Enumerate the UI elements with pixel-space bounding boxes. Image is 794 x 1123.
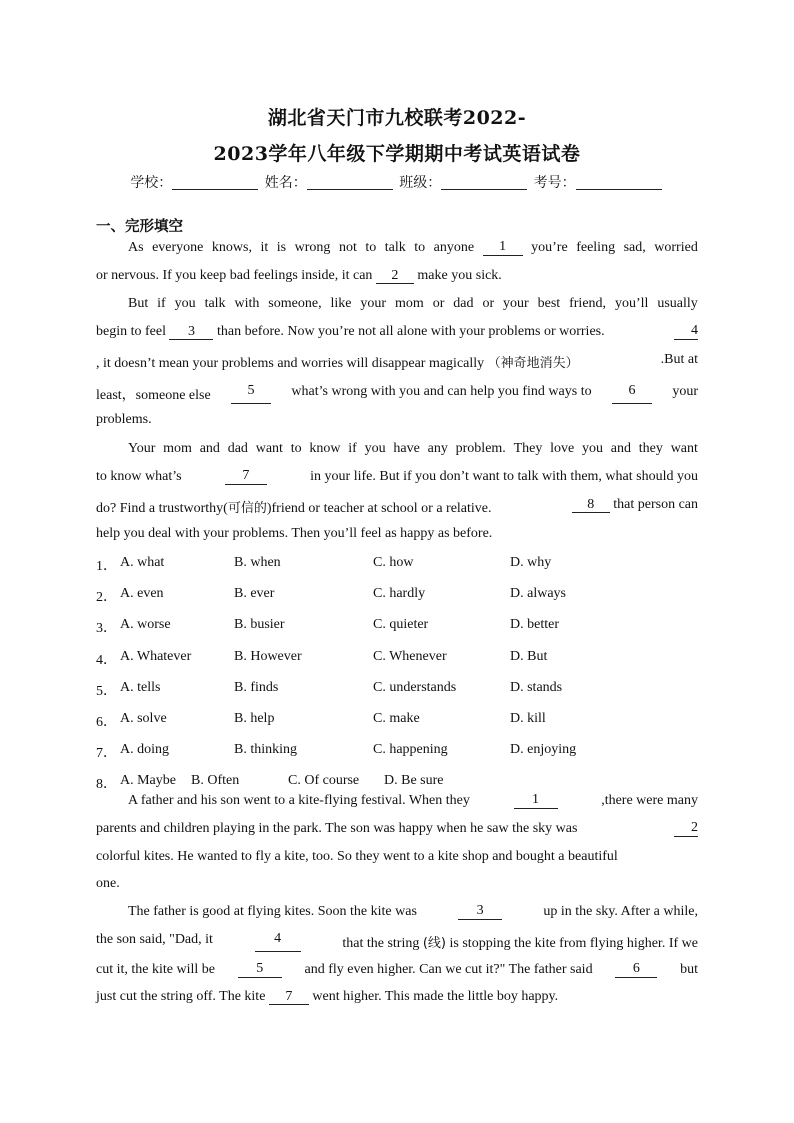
option-b[interactable]: B. However [234, 649, 302, 664]
option-d[interactable]: D. Be sure [384, 773, 444, 788]
option-d[interactable]: D. enjoying [510, 742, 577, 757]
word: or [482, 296, 495, 311]
word: is [276, 240, 287, 255]
word: anyone [433, 240, 475, 255]
section-heading: 一、完形填空 [96, 219, 183, 235]
question-number: 7． [96, 746, 117, 761]
text: up in the sky. After a while, [543, 904, 698, 919]
option-a[interactable]: A. even [120, 586, 164, 601]
option-a[interactable]: A. doing [120, 742, 169, 757]
option-c[interactable]: C. how [373, 555, 414, 570]
word: your [503, 296, 529, 311]
text: what’s wrong with you and can help you find ways to [291, 384, 592, 399]
text: your [672, 384, 698, 399]
word: not [338, 240, 357, 255]
passage1-line-1 [128, 240, 698, 256]
passage1-line-2 [96, 268, 698, 284]
school-field[interactable] [172, 175, 258, 190]
word: you’ll [614, 296, 649, 311]
option-c[interactable]: C. Of course [288, 773, 360, 788]
word: sad, [623, 240, 646, 255]
word: talk [384, 240, 406, 255]
word: dad [227, 441, 248, 456]
word: to [365, 240, 377, 255]
word: have [393, 441, 420, 456]
option-a[interactable]: A. Maybe [120, 773, 176, 788]
question-number: 5． [96, 684, 117, 699]
word: As [128, 240, 144, 255]
name-label: 姓名： [264, 175, 307, 191]
word: best [537, 296, 561, 311]
cjk-note: （神奇地消失） [487, 356, 579, 371]
blank-6[interactable]: 6 [612, 384, 652, 404]
word: like [330, 296, 352, 311]
text: ,there were many [601, 793, 698, 808]
text: than before. Now you’re not all alone with your problems or worries. [216, 324, 605, 339]
word: if [348, 441, 357, 456]
passage2-line-3: colorful kites. He wanted to fly a kite, too. So they went to a kite shop and bought a beautiful [96, 849, 618, 864]
option-d[interactable]: D. always [510, 586, 566, 601]
question-number: 3． [96, 621, 117, 636]
option-b[interactable]: B. Often [191, 773, 240, 788]
word: But [128, 296, 149, 311]
question-number: 2． [96, 590, 117, 605]
class-field[interactable] [441, 175, 527, 190]
option-b[interactable]: B. busier [234, 617, 285, 632]
word: usually [657, 296, 698, 311]
blank-5[interactable]: 5 [231, 384, 271, 404]
word: talk [204, 296, 226, 311]
word: mom [163, 441, 192, 456]
exam-title-line-1: 湖北省天门市九校联考2022- [267, 107, 527, 129]
word: problem. [455, 441, 506, 456]
option-b[interactable]: B. help [234, 711, 275, 726]
word: if [157, 296, 166, 311]
option-c[interactable]: C. make [373, 711, 420, 726]
blank-8[interactable]: 8 [572, 498, 610, 513]
text: .But at [660, 352, 698, 367]
text: and fly even higher. Can we cut it?" The father said [304, 962, 593, 977]
passage1-line-3 [128, 296, 698, 312]
blank-4[interactable]: 4 [674, 324, 698, 340]
name-field[interactable] [307, 175, 393, 190]
word: they [638, 441, 663, 456]
exam-title-line-2: 2023学年八年级下学期期中考试英语试卷 [213, 143, 581, 165]
text: least，someone else [96, 388, 211, 403]
word: mom [395, 296, 424, 311]
text: make you sick. [417, 268, 502, 283]
passage2-line-6 [96, 932, 698, 952]
text: went higher. This made the little boy happy. [312, 989, 559, 1004]
word: you’re [531, 240, 568, 255]
word: you [582, 441, 604, 456]
text: the son said, "Dad, it [96, 932, 213, 947]
passage1-line-7: problems. [96, 412, 152, 427]
text: parents and children playing in the park. The son was happy when he saw the sky was [96, 821, 578, 836]
text: that person can [613, 497, 698, 512]
text: that the string [342, 936, 420, 951]
passage1-line-9 [96, 469, 698, 485]
word: dad [453, 296, 474, 311]
text: to know what’s [96, 469, 182, 484]
school-label: 学校： [130, 175, 173, 191]
blank-1[interactable]: 1 [483, 240, 523, 256]
class-label: 班级： [399, 175, 442, 191]
option-c[interactable]: C. hardly [373, 586, 426, 601]
word: want [670, 441, 698, 456]
option-c[interactable]: C. happening [373, 742, 448, 757]
passage1-line-10 [96, 497, 698, 517]
option-d[interactable]: D. why [510, 555, 552, 570]
text: A father and his son went to a kite-flying festival. When they [128, 793, 470, 808]
word: friend, [569, 296, 607, 311]
word: any [427, 441, 448, 456]
option-c[interactable]: C. Whenever [373, 649, 447, 664]
passage1-line-8 [128, 441, 698, 457]
blank-7[interactable]: 7 [225, 469, 267, 485]
cjk-note: (线) [422, 936, 447, 951]
blank-2-2[interactable]: 2 [674, 821, 698, 837]
option-b[interactable]: B. thinking [234, 742, 298, 757]
text: , it doesn’t mean your problems and worries will disappear magically [96, 356, 485, 371]
word: Your [128, 441, 156, 456]
option-a[interactable]: A. tells [120, 680, 161, 695]
blank-2-5[interactable]: 5 [238, 962, 282, 978]
option-c[interactable]: C. quieter [373, 617, 429, 632]
text: in your life. But if you don’t want to talk with them, what should you [310, 469, 698, 484]
text: or nervous. If you keep bad feelings inside, it can [96, 268, 373, 283]
passage1-line-4 [96, 324, 698, 340]
question-number: 1． [96, 559, 117, 574]
text: )friend or teacher at school or a relative. [266, 501, 492, 516]
option-b[interactable]: B. ever [234, 586, 275, 601]
option-d[interactable]: D. stands [510, 680, 563, 695]
word: know [309, 441, 341, 456]
option-b[interactable]: B. finds [234, 680, 279, 695]
word: and [610, 441, 632, 456]
word: feeling [576, 240, 616, 255]
passage2-line-1 [128, 793, 698, 809]
word: it [260, 240, 269, 255]
option-a[interactable]: A. what [120, 555, 165, 570]
text: do? Find a trustworthy( [96, 501, 228, 516]
word: or [432, 296, 445, 311]
word: love [550, 441, 575, 456]
option-a[interactable]: A. Whatever [120, 649, 192, 664]
passage1-line-11: help you deal with your problems. Then you’ll feel as happy as before. [96, 526, 493, 541]
option-a[interactable]: A. worse [120, 617, 171, 632]
text: but [680, 962, 698, 977]
word: everyone [152, 240, 204, 255]
text: just cut the string off. The kite [96, 989, 266, 1004]
blank-3[interactable]: 3 [169, 325, 213, 340]
text: The father is good at flying kites. Soon the kite was [128, 904, 417, 919]
word: want [255, 441, 283, 456]
word: worried [654, 240, 698, 255]
cjk-note: 可信的 [227, 501, 267, 516]
word: knows, [211, 240, 252, 255]
text: is stopping the kite from flying higher. If we [449, 936, 698, 951]
passage1-line-5 [96, 352, 698, 372]
text: cut it, the kite will be [96, 962, 215, 977]
word: They [513, 441, 543, 456]
passage2-line-5 [128, 904, 698, 920]
word: to [290, 441, 302, 456]
word: with [234, 296, 260, 311]
word: to [414, 240, 426, 255]
passage2-line-2 [96, 821, 698, 837]
passage1-line-6 [96, 384, 698, 404]
blank-2[interactable]: 2 [376, 269, 414, 284]
option-a[interactable]: A. solve [120, 711, 167, 726]
option-c[interactable]: C. understands [373, 680, 457, 695]
option-d[interactable]: D. But [510, 649, 548, 664]
option-d[interactable]: D. better [510, 617, 559, 632]
word: you [174, 296, 196, 311]
blank-2-4[interactable]: 4 [255, 932, 301, 952]
word: someone, [268, 296, 322, 311]
blank-2-7[interactable]: 7 [269, 990, 309, 1005]
exam-number-field[interactable] [576, 175, 662, 190]
blank-2-1[interactable]: 1 [514, 793, 558, 809]
word: and [199, 441, 220, 456]
word: your [360, 296, 387, 311]
option-b[interactable]: B. when [234, 555, 281, 570]
text: begin to feel [96, 324, 166, 339]
question-number: 4． [96, 653, 117, 668]
exam-number-label: 考号： [533, 175, 576, 191]
blank-2-3[interactable]: 3 [458, 904, 502, 920]
word: you [364, 441, 386, 456]
student-info-fields [0, 172, 794, 192]
question-number: 6． [96, 715, 117, 730]
passage2-line-8 [96, 989, 698, 1005]
word: wrong [294, 240, 331, 255]
blank-2-6[interactable]: 6 [615, 962, 657, 978]
passage2-line-7 [96, 962, 698, 978]
question-number: 8． [96, 777, 117, 792]
option-d[interactable]: D. kill [510, 711, 546, 726]
passage2-line-4: one. [96, 876, 120, 891]
